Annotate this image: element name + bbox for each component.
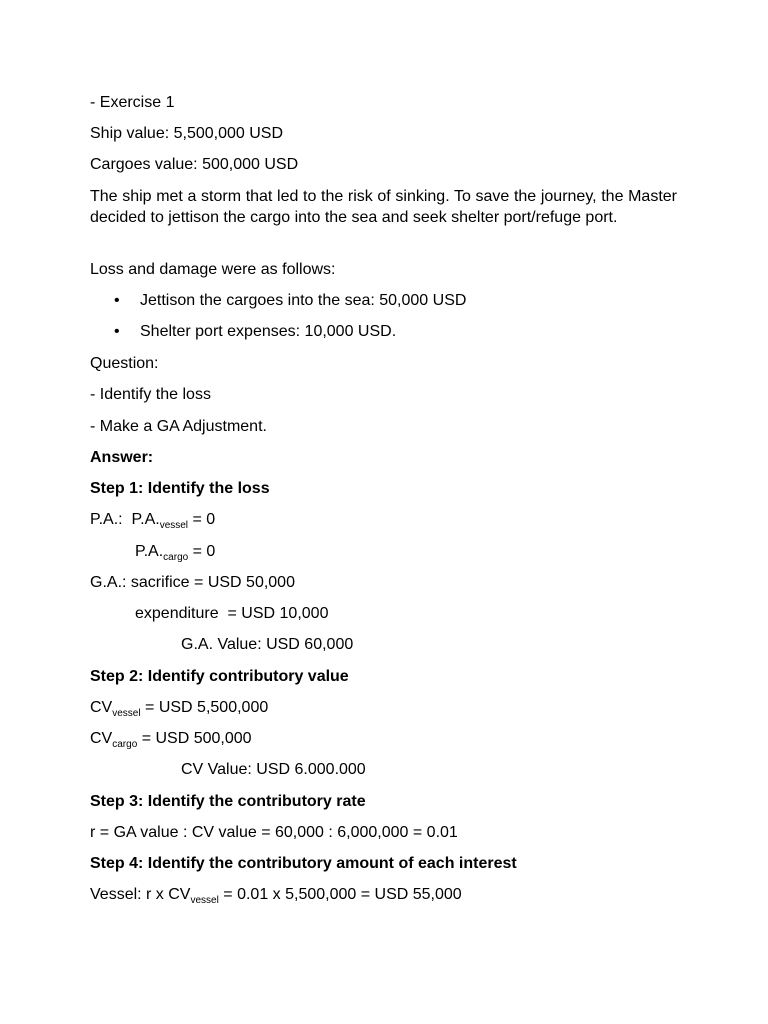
cv-vessel-line [90, 698, 268, 720]
pa-vessel-value: = 0 [188, 511, 216, 528]
answer-label: Answer: [90, 449, 154, 466]
vessel-contribution-line [90, 885, 462, 907]
ga-sacrifice: G.A.: sacrifice = USD 50,000 [90, 574, 295, 591]
cargoes-value: Cargoes value: 500,000 USD [90, 156, 299, 173]
exercise-heading: - Exercise 1 [90, 94, 175, 111]
ship-value: Ship value: 5,500,000 USD [90, 125, 284, 142]
pa-main: P.A. [135, 543, 164, 560]
question-item: - Identify the loss [90, 386, 211, 403]
bullet-icon: • [114, 323, 120, 340]
vessel-subscript: vessel [190, 895, 219, 906]
vessel-subscript: vessel [159, 520, 189, 531]
cargo-subscript: cargo [163, 552, 189, 563]
pa-prefix: P.A.: [90, 511, 132, 528]
loss-item: Shelter port expenses: 10,000 USD. [140, 323, 397, 340]
cv-label: CV [90, 730, 113, 747]
question-item: - Make a GA Adjustment. [90, 418, 267, 435]
step3-heading: Step 3: Identify the contributory rate [90, 793, 366, 810]
step1-heading: Step 1: Identify the loss [90, 480, 270, 497]
loss-item: Jettison the cargoes into the sea: 50,000 USD [140, 292, 467, 309]
cv-cargo-line [90, 729, 252, 751]
cv-vessel-value: = USD 5,500,000 [140, 699, 269, 716]
cv-cargo-value: = USD 500,000 [137, 730, 252, 747]
pa-main: P.A. [131, 511, 160, 528]
pa-cargo-line [135, 542, 215, 564]
cv-total: CV Value: USD 6.000.000 [181, 761, 366, 778]
bullet-icon: • [114, 292, 120, 309]
ga-expenditure: expenditure = USD 10,000 [135, 605, 329, 622]
rate-formula: r = GA value : CV value = 60,000 : 6,000,000 = 0.01 [90, 824, 458, 841]
pa-vessel-line [90, 510, 215, 532]
cv-label: CV [90, 699, 113, 716]
loss-intro: Loss and damage were as follows: [90, 261, 336, 278]
vessel-contribution-value: = 0.01 x 5,500,000 = USD 55,000 [218, 886, 462, 903]
question-label: Question: [90, 355, 159, 372]
vessel-prefix: Vessel: r x CV [90, 886, 191, 903]
cargo-subscript: cargo [112, 739, 138, 750]
ga-value: G.A. Value: USD 60,000 [181, 636, 354, 653]
vessel-subscript: vessel [112, 708, 141, 719]
step4-heading: Step 4: Identify the contributory amount of each interest [90, 855, 517, 872]
scenario-paragraph: The ship met a storm that led to the risk of sinking. To save the journey, the Master decided to jettison the cargo into the sea and seek shelter port/refuge port. [90, 188, 677, 226]
pa-cargo-value: = 0 [188, 543, 216, 560]
step2-heading: Step 2: Identify contributory value [90, 668, 349, 685]
